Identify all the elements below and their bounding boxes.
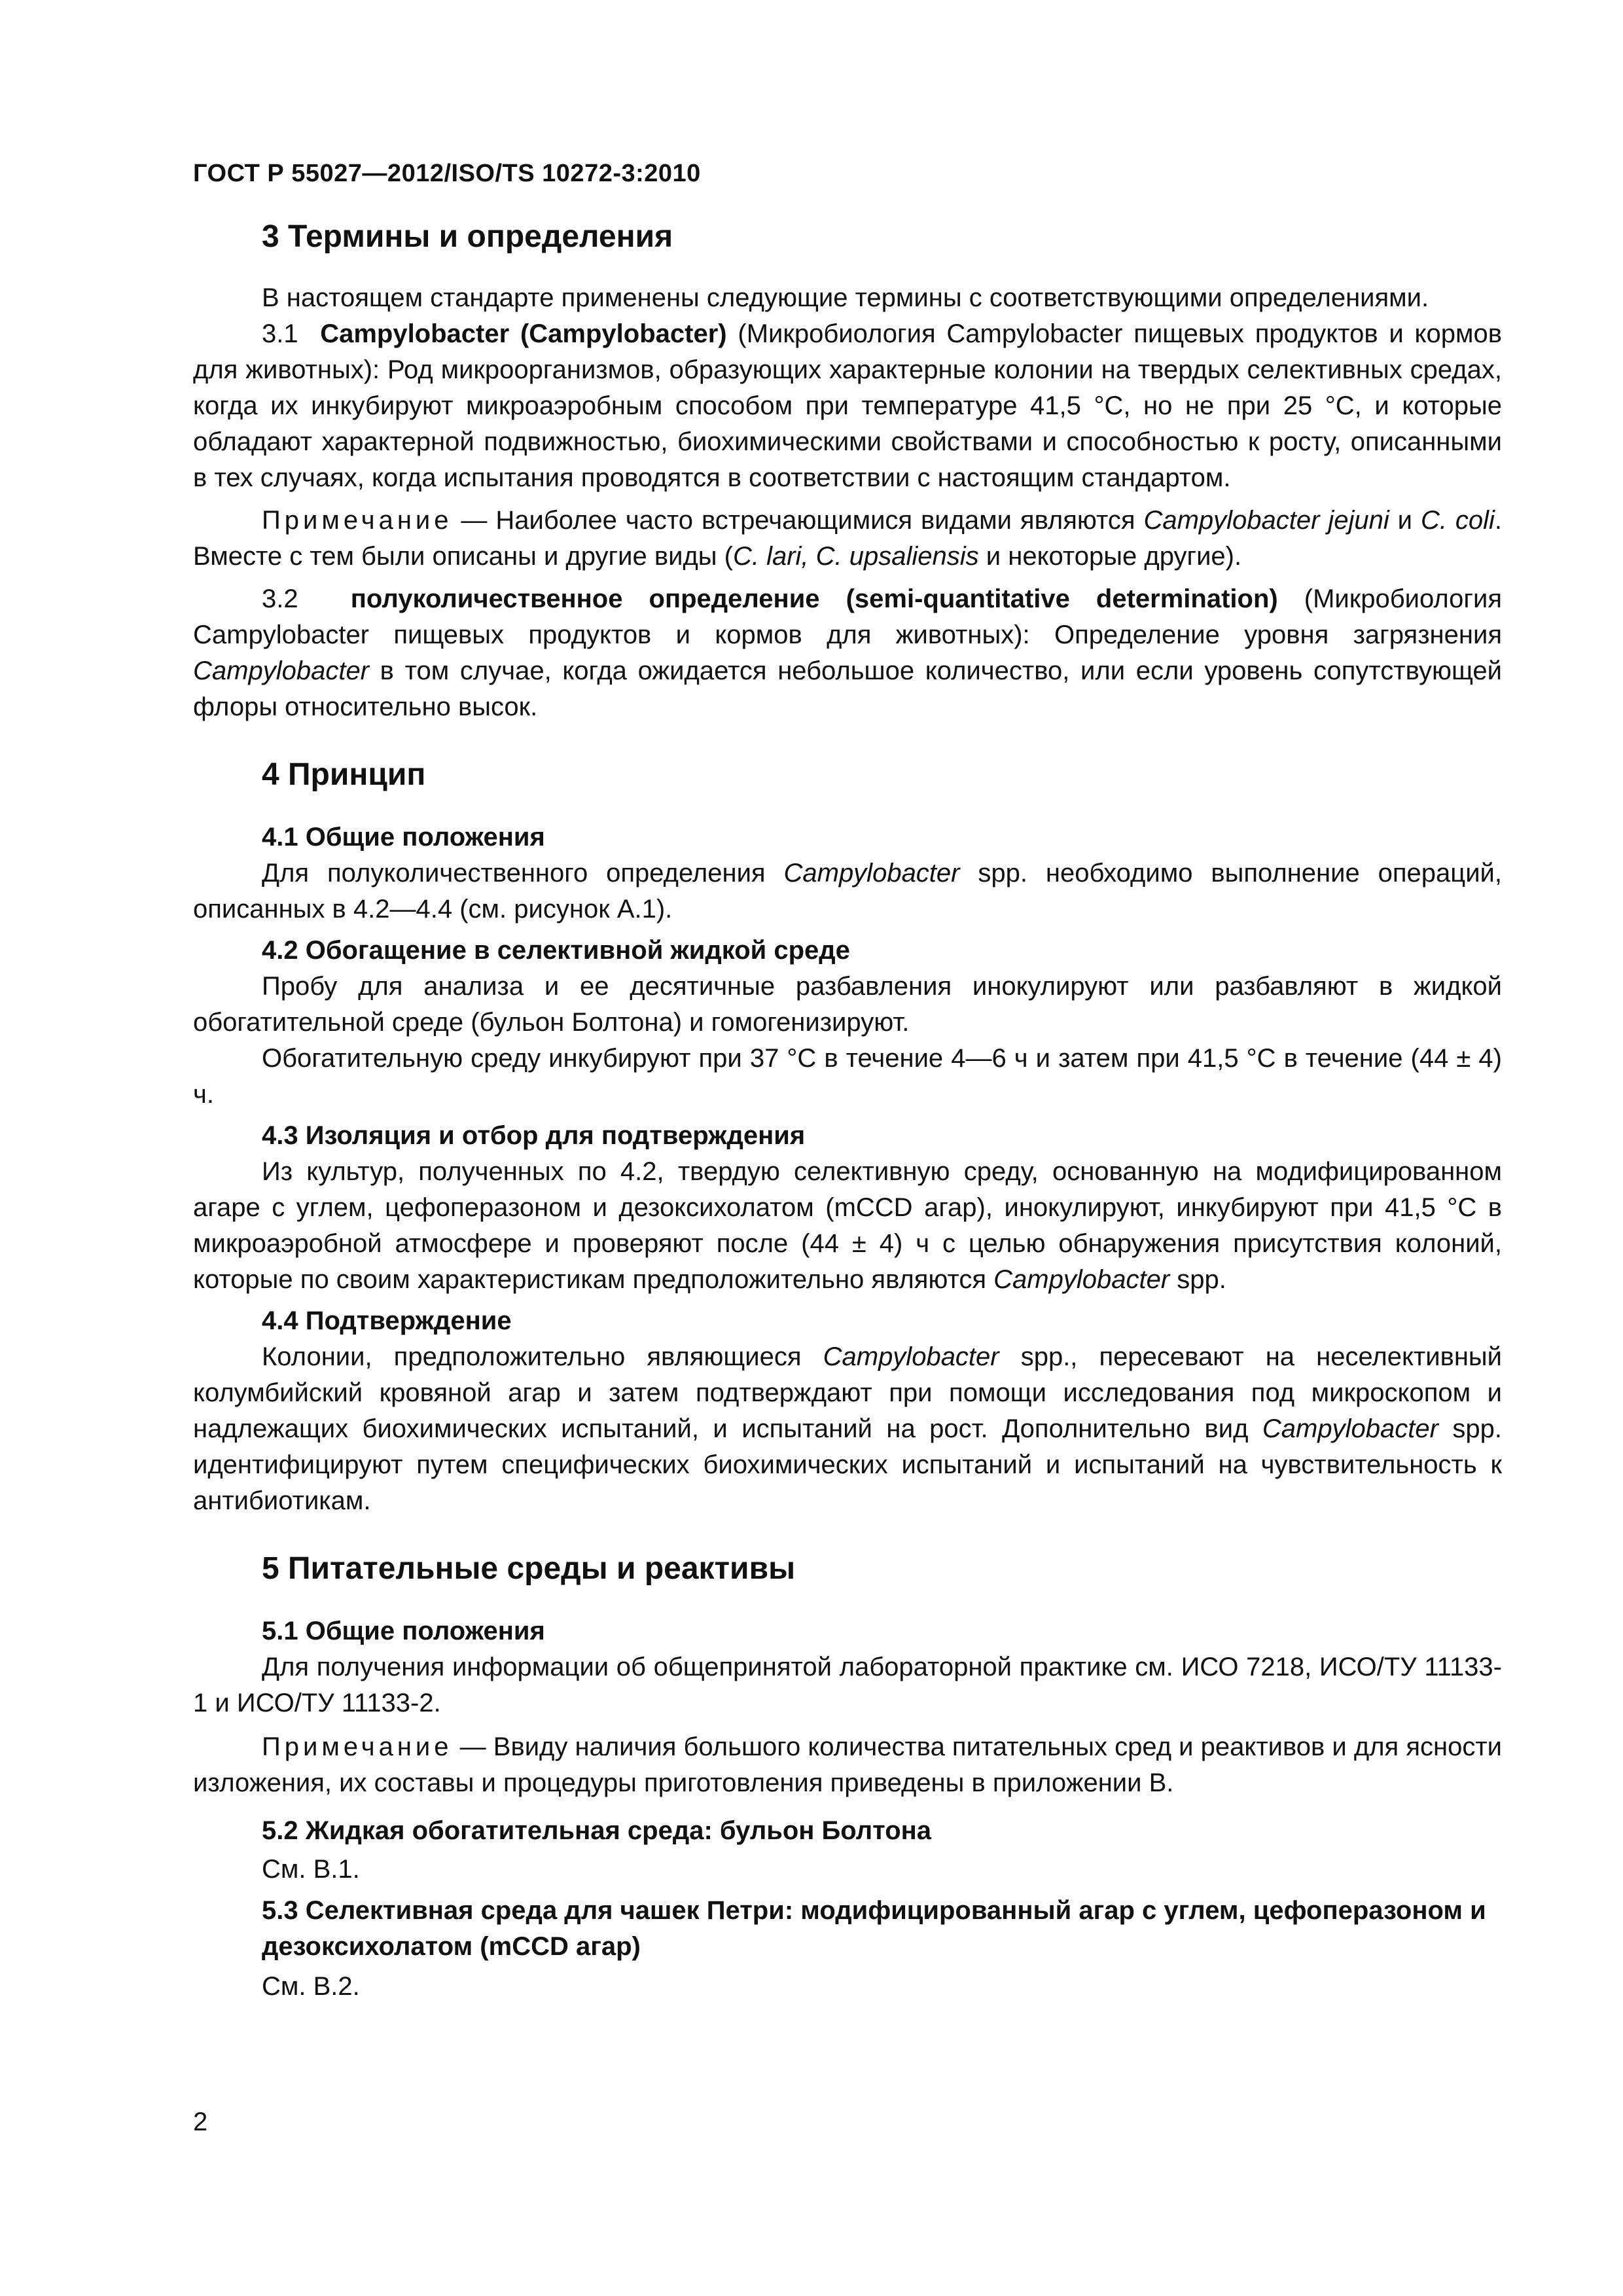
note-label: Примечание — [262, 1732, 453, 1761]
note-3-1: Примечание — Наиболее часто встречающимися видами являются Campylobacter jejuni и C. coli. Вместе с тем были описаны и другие виды (C. lari, C. upsaliensis и некоторые другие). — [193, 506, 1502, 571]
term-3-1-definition: (Микробиология Campylobacter пищевых продуктов и кормов для животных): Род микроорганизмов, образующих характерные колонии на твердых селективных средах, когда их инкубируют микроаэробным способом при температуре 41,5 °C, но не при 25 °C, и которые обладают характерной подвижностью, биохимическими свойствами и способностью к росту, описанными в тех случаях, когда испытания проводятся в соответствии с настоящим стандартом. — [193, 319, 1502, 492]
page-number: 2 — [193, 2108, 208, 2136]
term-3-2: 3.2 полуколичественное определение (semi-quantitative determination) (Микробиология Campylobacter пищевых продуктов и кормов для животных): Определение уровня загрязнения Campylobacter в том случае, когда ожидается небольшое количество, или если уровень сопутствующей флоры относительно высок. — [193, 584, 1502, 721]
section-5-3-title: 5.3 Селективная среда для чашек Петри: модифицированный агар с углем, цефоперазоном и дезоксихолатом (mCCD агар) — [262, 1896, 1486, 1961]
section-4-1-title: 4.1 Общие положения — [262, 823, 545, 852]
section-4-4-title: 4.4 Подтверждение — [262, 1306, 512, 1335]
term-3-1-number: 3.1 — [262, 319, 298, 348]
section-4-4-text: Колонии, предположительно являющиеся Campylobacter spp., пересевают на неселективный колумбийский кровяной агар и затем подтверждают при помощи исследования под микроскопом и надлежащих биохимических испытаний, и испытаний на рост. Дополнительно вид Campylobacter spp. идентифицируют путем специфических биохимических испытаний и испытаний на чувствительность к антибиотикам. — [193, 1342, 1503, 1515]
section-4-2-title: 4.2 Обогащение в селективной жидкой среде — [262, 936, 850, 965]
term-3-1-name: Campylobacter (Campylobacter) — [320, 319, 727, 348]
section-5-1-title: 5.1 Общие положения — [262, 1617, 545, 1645]
section-3-intro: В настоящем стандарте применены следующие термины с соответствующими определениями. — [262, 283, 1429, 312]
note-label: Примечание — [262, 506, 453, 535]
section-4-1-text: Для полуколичественного определения Campylobacter spp. необходимо выполнение операций, описанных в 4.2—4.4 (см. рисунок А.1). — [193, 859, 1502, 924]
section-5-1-text: Для получения информации об общепринятой лабораторной практике см. ИСО 7218, ИСО/ТУ 11133-1 и ИСО/ТУ 11133-2. — [193, 1653, 1502, 1717]
term-3-2-name: полуколичественное определение (semi-quantitative determination) — [350, 584, 1278, 613]
section-5-2-title: 5.2 Жидкая обогатительная среда: бульон Болтона — [262, 1816, 932, 1845]
note-5-1: Примечание — Ввиду наличия большого количества питательных сред и реактивов и для ясности изложения, их составы и процедуры приготовления приведены в приложении В. — [193, 1732, 1502, 1797]
section-4-title: 4 Принцип — [262, 757, 426, 792]
section-4-3-text: Из культур, полученных по 4.2, твердую селективную среду, основанную на модифицированном агаре с углем, цефоперазоном и дезоксихолатом (mCCD агар), инокулируют, инкубируют при 41,5 °C в микроаэробной атмосфере и проверяют после (44 ± 4) ч с целью обнаружения присутствия колоний, которые по своим характеристикам предположительно являются Campylobacter spp. — [193, 1157, 1502, 1294]
section-5-title: 5 Питательные среды и реактивы — [262, 1551, 796, 1586]
section-4-2-para-2: Обогатительную среду инкубируют при 37 °C в течение 4—6 ч и затем при 41,5 °C в течение (44 ± 4) ч. — [193, 1044, 1502, 1109]
term-3-1 — [193, 316, 1502, 496]
section-4-3-title: 4.3 Изоляция и отбор для подтверждения — [262, 1121, 806, 1150]
term-3-2-number: 3.2 — [262, 584, 298, 613]
section-5-2-text: См. В.1. — [262, 1855, 360, 1884]
section-5-3-text: См. В.2. — [262, 1972, 360, 2001]
document-header: ГОСТ Р 55027—2012/ISO/TS 10272-3:2010 — [193, 160, 701, 187]
section-3-title: 3 Термины и определения — [262, 219, 673, 254]
section-4-2-para-1: Пробу для анализа и ее десятичные разбавления инокулируют или разбавляют в жидкой обогатительной среде (бульон Болтона) и гомогенизируют. — [193, 972, 1502, 1037]
page-content — [193, 216, 1502, 2005]
